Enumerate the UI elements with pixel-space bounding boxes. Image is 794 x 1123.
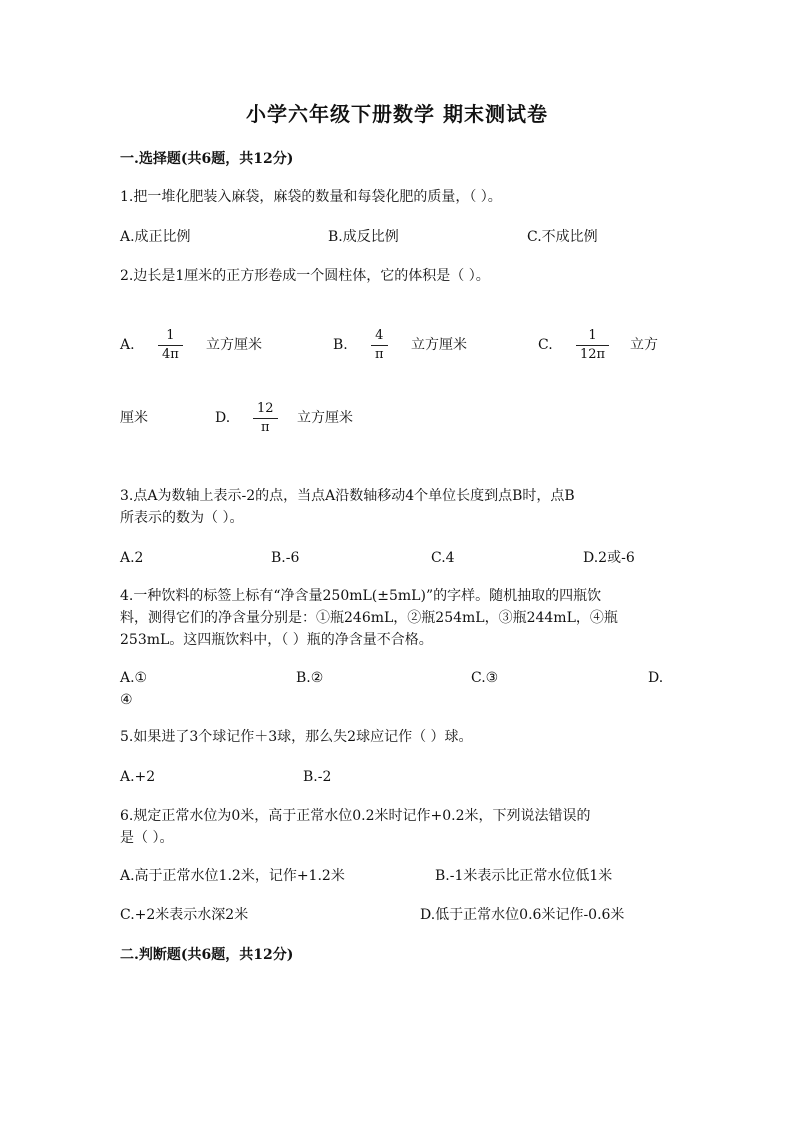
q2-option-a-fraction bbox=[158, 328, 183, 363]
q5-option-b: B.-2 bbox=[303, 769, 332, 785]
fraction-denominator: π bbox=[261, 420, 270, 435]
q2-option-d-unit: 立方厘米 bbox=[297, 410, 353, 426]
q6-option-b: B.-1米表示比正常水位低1米 bbox=[435, 868, 613, 884]
fraction-numerator: 12 bbox=[257, 401, 274, 416]
q2-option-c-unit-cont: 厘米 bbox=[120, 410, 148, 426]
q2-option-d-label: D. bbox=[215, 410, 231, 426]
fraction-denominator: 12π bbox=[580, 347, 606, 362]
fraction-numerator: 1 bbox=[588, 328, 597, 343]
q2-option-c-fraction bbox=[576, 328, 609, 363]
fraction-numerator: 1 bbox=[166, 328, 175, 343]
q6-option-c: C.+2米表示水深2米 bbox=[120, 907, 249, 923]
q2-option-c-label: C. bbox=[538, 337, 553, 353]
fraction-bar bbox=[253, 418, 278, 419]
fraction-denominator: π bbox=[375, 347, 384, 362]
section-heading-judgment: 二.判断题(共6题，共12分) bbox=[120, 947, 294, 963]
question-1: 1.把一堆化肥装入麻袋，麻袋的数量和每袋化肥的质量，（ ）。 bbox=[120, 189, 502, 205]
q4-option-a: A.① bbox=[120, 670, 148, 686]
question-4-line-3: 253mL。这四瓶饮料中，（ ）瓶的净含量不合格。 bbox=[120, 632, 433, 648]
q2-option-b-unit: 立方厘米 bbox=[411, 337, 467, 353]
fraction-bar bbox=[371, 345, 388, 346]
q1-option-b: B.成反比例 bbox=[328, 229, 399, 245]
q3-option-d: D.2或-6 bbox=[583, 550, 635, 566]
q2-option-a-unit: 立方厘米 bbox=[206, 337, 262, 353]
q2-option-b-fraction bbox=[371, 328, 388, 363]
q1-option-c: C.不成比例 bbox=[527, 229, 598, 245]
question-4-line-2: 料，测得它们的净含量分别是：①瓶246mL，②瓶254mL，③瓶244mL，④瓶 bbox=[120, 610, 618, 626]
question-6-line-1: 6.规定正常水位为0米，高于正常水位0.2米时记作+0.2米，下列说法错误的 bbox=[120, 808, 591, 824]
q4-option-b: B.② bbox=[296, 670, 324, 686]
question-3-line-1: 3.点A为数轴上表示-2的点，当点A沿数轴移动4个单位长度到点B时，点B bbox=[120, 488, 575, 504]
q2-option-a-label: A. bbox=[120, 337, 135, 353]
q3-option-c: C.4 bbox=[431, 550, 455, 566]
section-heading-choice: 一.选择题(共6题，共12分) bbox=[120, 151, 294, 167]
q6-option-a: A.高于正常水位1.2米，记作+1.2米 bbox=[120, 868, 345, 884]
fraction-numerator: 4 bbox=[375, 328, 384, 343]
fraction-denominator: 4π bbox=[162, 347, 179, 362]
q3-option-a: A.2 bbox=[120, 550, 144, 566]
question-3-line-2: 所表示的数为（ ）。 bbox=[120, 510, 244, 526]
question-4-line-1: 4.一种饮料的标签上标有“净含量250mL(±5mL)”的字样。随机抽取的四瓶饮 bbox=[120, 588, 602, 604]
q4-option-c: C.③ bbox=[471, 670, 499, 686]
q3-option-b: B.-6 bbox=[271, 550, 300, 566]
fraction-bar bbox=[158, 345, 183, 346]
question-6-line-2: 是（ ）。 bbox=[120, 830, 174, 846]
question-2: 2.边长是1厘米的正方形卷成一个圆柱体，它的体积是（ ）。 bbox=[120, 268, 490, 284]
fraction-bar bbox=[576, 345, 609, 346]
q6-option-d: D.低于正常水位0.6米记作-0.6米 bbox=[420, 907, 625, 923]
q4-option-d-cont: ④ bbox=[120, 692, 133, 708]
q2-option-d-fraction bbox=[253, 401, 278, 436]
q2-option-c-unit: 立方 bbox=[630, 337, 658, 353]
q2-option-b-label: B. bbox=[333, 337, 348, 353]
q5-option-a: A.+2 bbox=[120, 769, 156, 785]
page-title: 小学六年级下册数学 期末测试卷 bbox=[246, 102, 548, 126]
q1-option-a: A.成正比例 bbox=[120, 229, 191, 245]
q4-option-d: D. bbox=[648, 670, 664, 686]
question-5: 5.如果进了3个球记作＋3球，那么失2球应记作（ ）球。 bbox=[120, 729, 473, 745]
